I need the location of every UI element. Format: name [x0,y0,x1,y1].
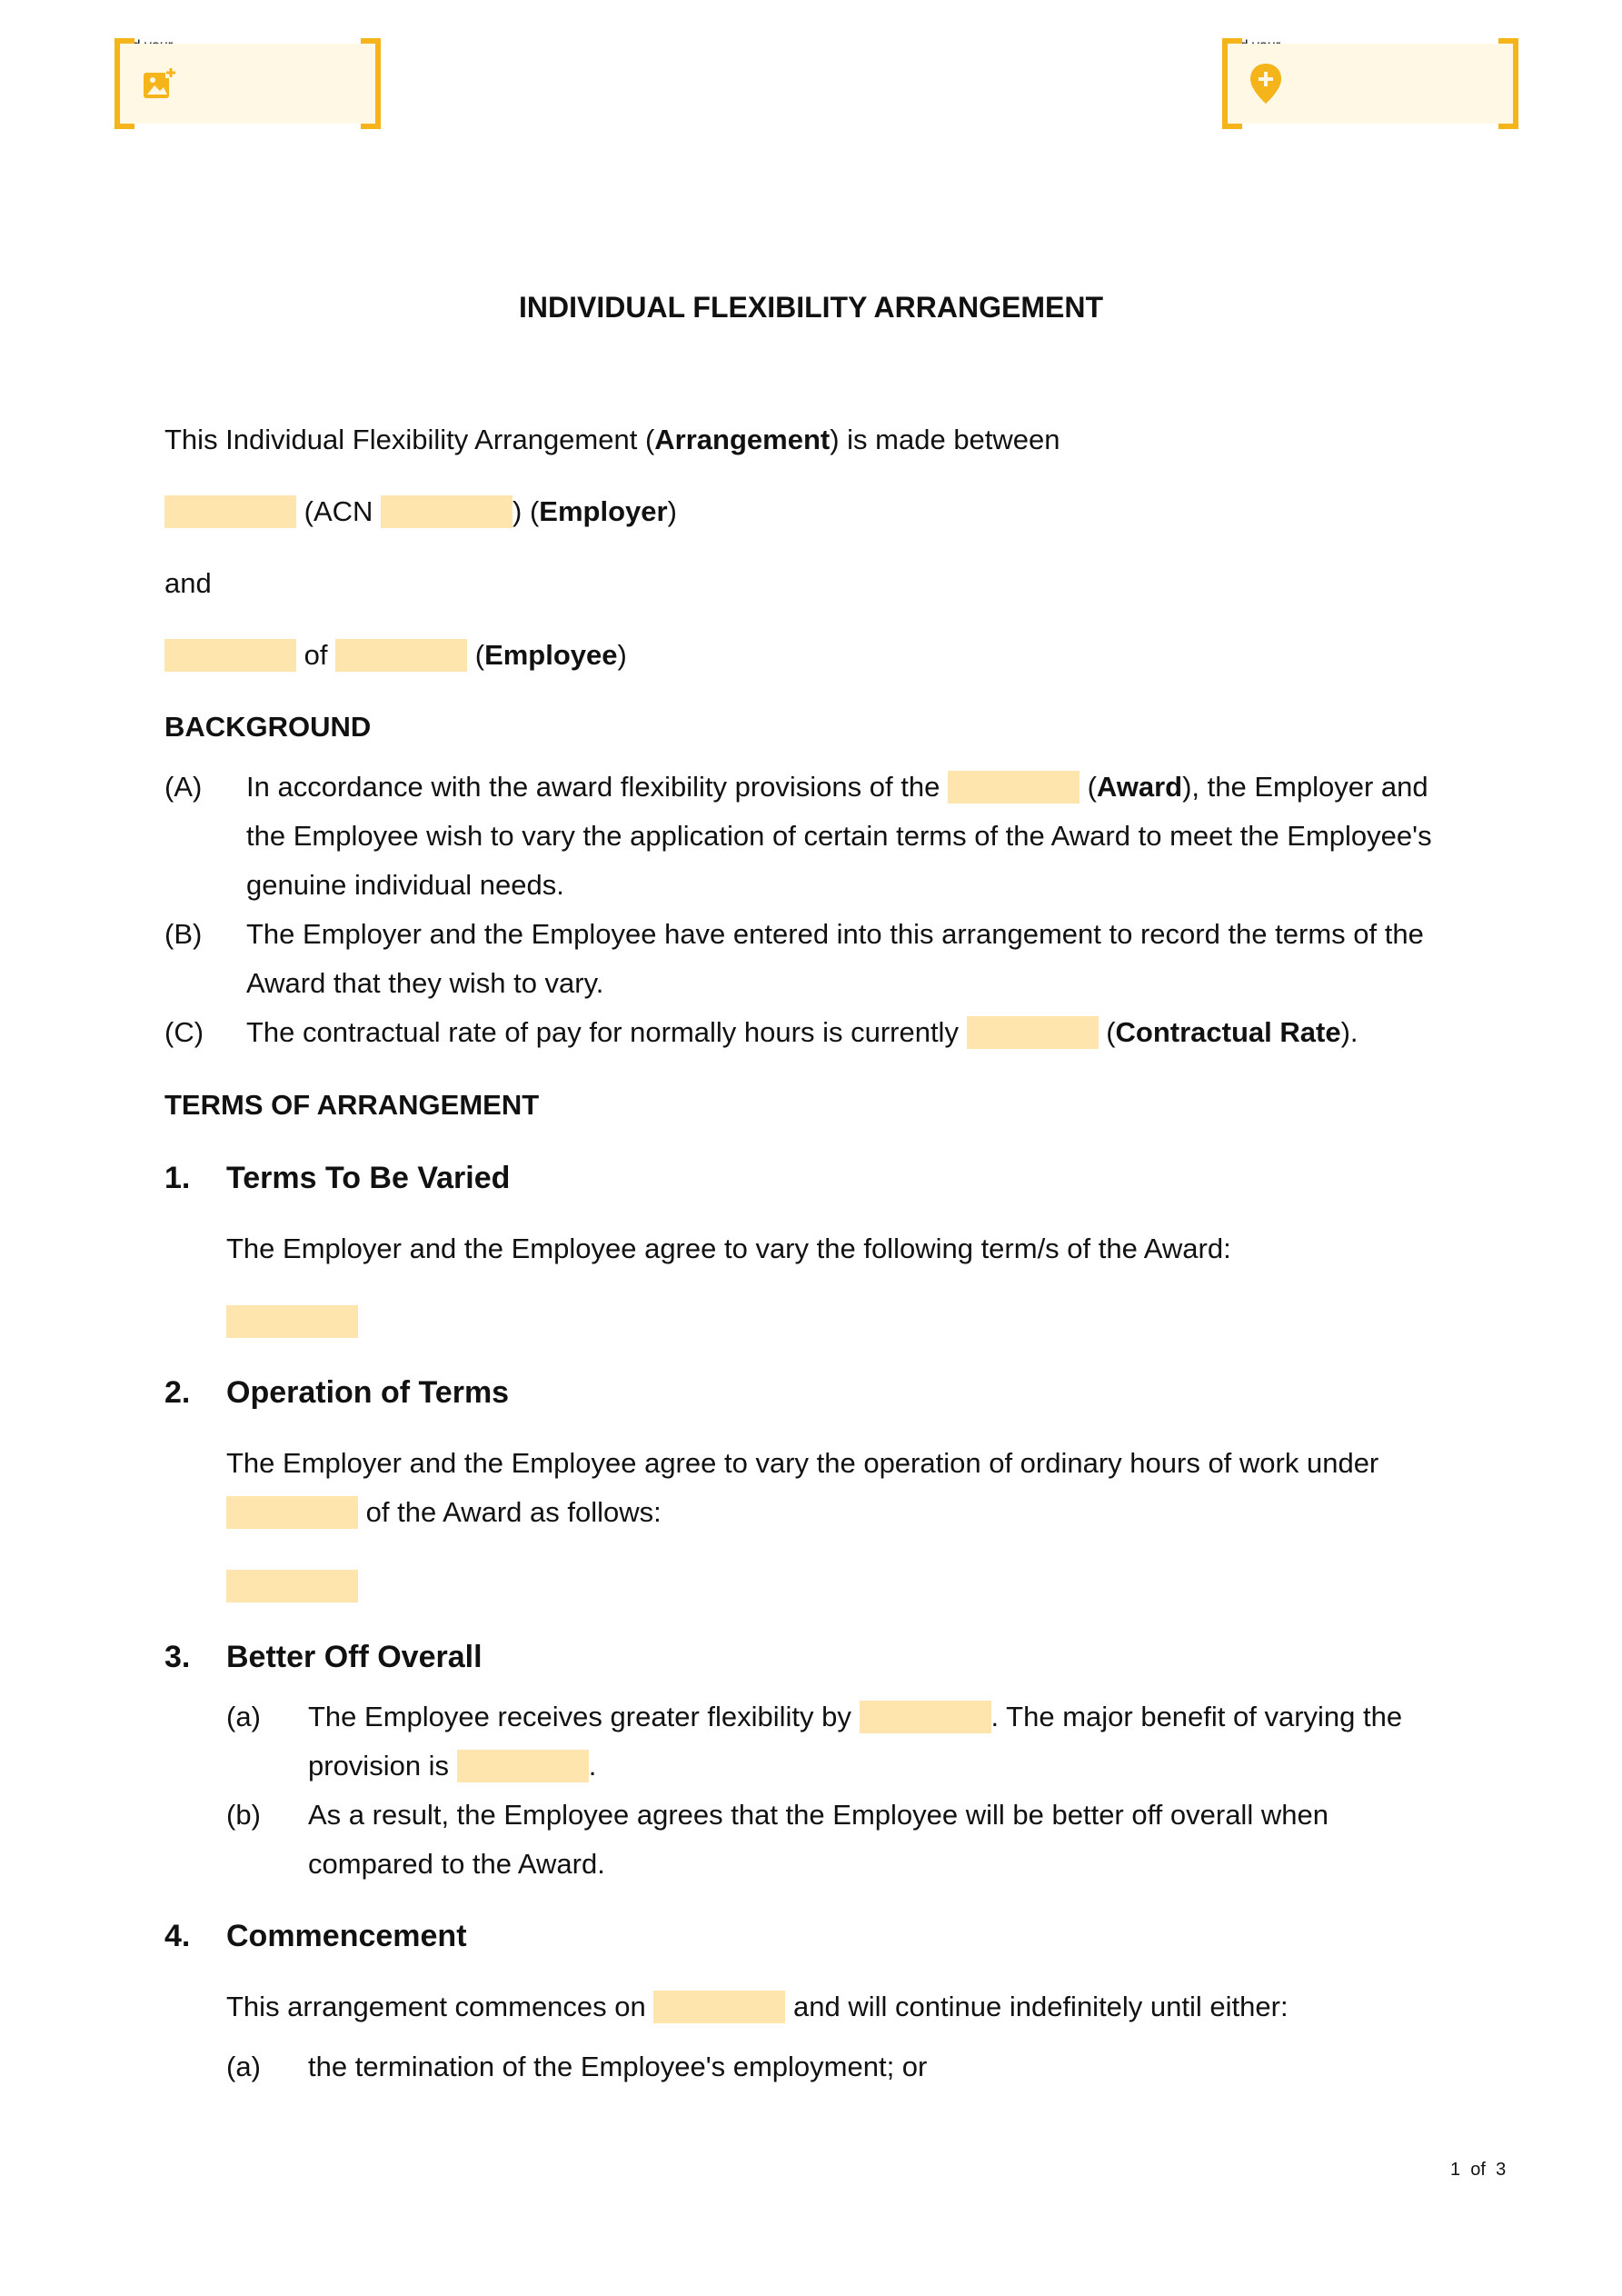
document-title: INDIVIDUAL FLEXIBILITY ARRANGEMENT [519,291,1103,324]
section-3-title: Better Off Overall [226,1640,483,1674]
employer-name-field[interactable] [164,495,296,528]
add-image-icon [142,65,178,102]
business-logo-placeholder[interactable] [114,38,381,129]
section-1-title: Terms To Be Varied [226,1161,511,1195]
employer-line: (ACN ) (Employer) [164,495,677,528]
employer-acn-field[interactable] [381,495,512,528]
section-2-title: Operation of Terms [226,1375,510,1410]
terms-varied-field[interactable] [226,1305,358,1338]
employee-line: of (Employee) [164,639,627,672]
operation-details-field[interactable] [226,1570,358,1602]
page-number: 1 of 3 [1450,2160,1507,2180]
award-name-field[interactable] [948,771,1080,804]
business-address-placeholder[interactable] [1222,38,1518,129]
flexibility-field[interactable] [860,1701,991,1733]
arrangement-term: Arrangement [654,424,831,455]
employee-term: Employee [484,639,618,671]
employer-term: Employer [539,495,668,527]
background-heading: BACKGROUND [164,711,372,743]
employee-name-field[interactable] [164,639,296,672]
contractual-rate-field[interactable] [967,1016,1099,1049]
commencement-date-field[interactable] [653,1991,785,2023]
terms-heading: TERMS OF ARRANGEMENT [164,1089,540,1121]
intro-paragraph: This Individual Flexibility Arrangement (Arrangement) is made between [164,424,1060,455]
location-pin-icon [1248,62,1284,105]
employee-address-field[interactable] [335,639,467,672]
section-4-title: Commencement [226,1919,467,1953]
benefit-field[interactable] [457,1750,589,1782]
award-clause-field[interactable] [226,1496,358,1529]
and-text: and [164,567,212,599]
